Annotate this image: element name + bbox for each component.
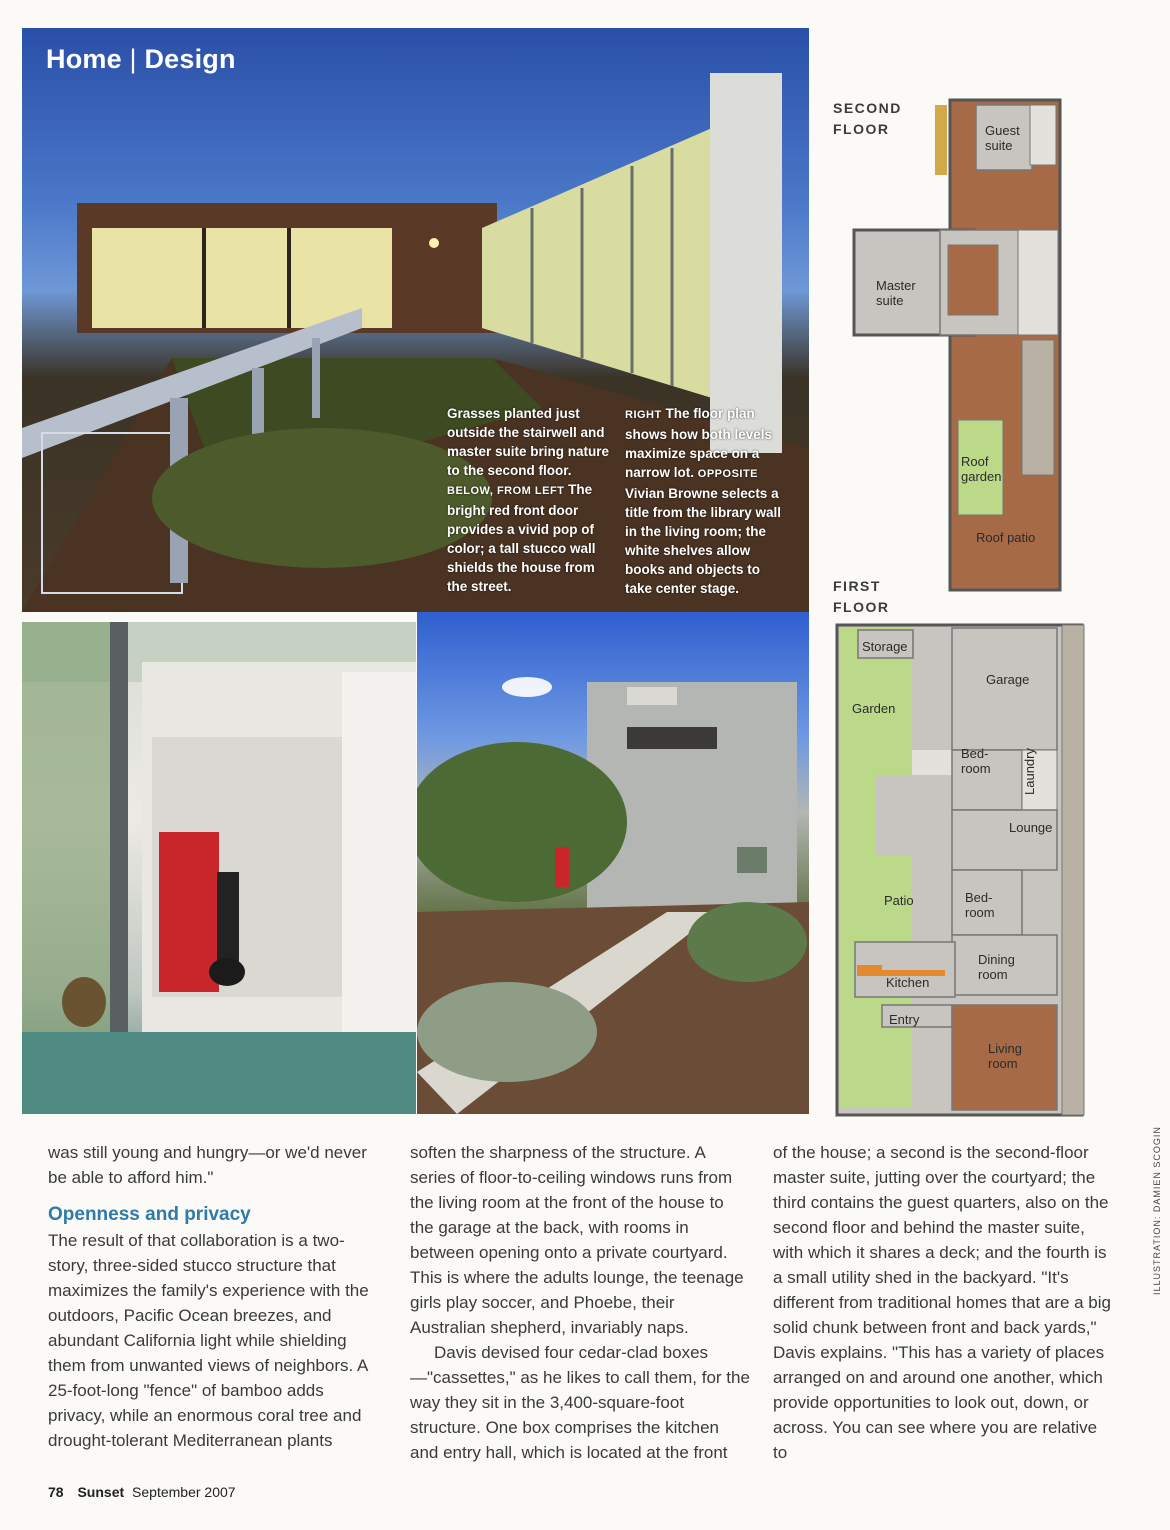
room-master-suite (876, 278, 916, 308)
second-floor-label-line1: SECOND (833, 100, 902, 116)
floor-plan-drawing (830, 95, 1090, 1120)
magazine-name: Sunset (77, 1484, 125, 1500)
room-living (988, 1041, 1022, 1071)
issue-date: September 2007 (132, 1484, 236, 1500)
entry-hall-photo (22, 622, 416, 1114)
room-garden: Garden (852, 701, 896, 716)
entry-hall-illustration (22, 622, 416, 1114)
room-storage: Storage (862, 639, 908, 654)
room-dining-line1: Dining (978, 952, 1015, 967)
street-facade-photo (417, 612, 809, 1114)
caption-right-text2: Vivian Browne selects a title from the library wall in the living room; the white shelves allow books and objects to take center stage. (625, 486, 782, 596)
room-dining-line2: room (978, 967, 1008, 982)
room-living-line2: room (988, 1056, 1018, 1071)
room-roof-patio: Roof patio (976, 530, 1036, 545)
room-living-line1: Living (988, 1041, 1022, 1056)
first-floor-plan (837, 625, 1084, 1115)
room-master-suite-line2: suite (876, 293, 904, 308)
illustration-credit: ILLUSTRATION: DAMIEN SCOGIN (1152, 1126, 1162, 1295)
room-bedroom-2-line2: room (965, 905, 995, 920)
room-master-suite-line1: Master (876, 278, 916, 293)
header-separator: | (129, 44, 137, 74)
column-1-paragraph-1: was still young and hungry—or we'd never be able to afford him." (48, 1143, 367, 1187)
page-footer (48, 1484, 236, 1500)
second-floor-plan (854, 100, 1060, 590)
room-kitchen: Kitchen (886, 975, 930, 990)
room-bedroom-2-line1: Bed- (965, 890, 993, 905)
caption-left-text1: Grasses planted just outside the stairwell and master suite bring nature to the second floor. (447, 406, 610, 478)
section-header (46, 44, 236, 75)
caption-right-lead2: OPPOSITE (697, 468, 759, 480)
room-dining (978, 952, 1015, 982)
caption-left (447, 404, 612, 596)
subhead-openness: Openness and privacy (48, 1204, 251, 1225)
first-floor-label-line1: FIRST (833, 578, 881, 594)
first-floor-label-line2: FLOOR (833, 599, 890, 615)
caption-right (625, 404, 790, 598)
room-bedroom-1-line1: Bed- (961, 746, 989, 761)
second-floor-label-line2: FLOOR (833, 121, 890, 137)
room-roof-garden-line2: garden (961, 469, 1002, 484)
room-laundry: Laundry (1022, 748, 1037, 795)
room-bedroom-1 (961, 746, 991, 776)
caption-left-lead: BELOW, FROM LEFT (447, 485, 565, 497)
header-subsection: Design (144, 44, 236, 74)
column-2-paragraph-1: soften the sharpness of the structure. A series of floor-to-ceiling windows runs from the living room at the front of the house to the garage at the back, with rooms in between opening onto a private courtyard. This is where the adults lounge, the teenage girls play soccer, and Phoebe, their Australian shepherd, invariably naps. (410, 1143, 744, 1337)
room-patio: Patio (884, 893, 914, 908)
header-section: Home (46, 44, 122, 74)
room-bedroom-2 (965, 890, 995, 920)
room-garage: Garage (986, 672, 1030, 687)
column-3-paragraph-1: of the house; a second is the second-floor master suite, jutting over the courtyard; the third contains the guest quarters, also on the second floor and behind the master suite, with which it shares a deck; and the fourth is a small utility shed in the backyard. "It's different from traditional homes that are a big solid chunk between front and back yards," Davis explains. "This has a variety of places arranged on and around one another, which provide opportunities to look out, down, or across. You can see where you are relative to (773, 1143, 1111, 1462)
room-entry: Entry (889, 1012, 920, 1027)
column-2-paragraph-2: Davis devised four cedar-clad boxes—"cassettes," as he likes to call them, for the way they sit in the 3,400-square-foot structure. One box comprises the kitchen and entry hall, which is located at the front (410, 1343, 750, 1462)
room-guest-suite-line1: Guest (985, 123, 1020, 138)
street-facade-illustration (417, 612, 809, 1114)
room-roof-garden (961, 454, 1001, 484)
room-lounge: Lounge (1009, 820, 1053, 835)
article-column-3 (773, 1140, 1111, 1465)
room-guest-suite (985, 123, 1020, 153)
room-guest-suite-line2: suite (985, 138, 1013, 153)
article-column-2 (410, 1140, 752, 1465)
room-roof-garden-line1: Roof (961, 454, 989, 469)
caption-right-lead1: RIGHT (625, 409, 662, 421)
caption-right-text1: The floor plan shows how both levels maximize space on a narrow lot. (625, 406, 773, 480)
page-number: 78 (48, 1484, 64, 1500)
article-column-1 (48, 1140, 378, 1453)
caption-left-text2: The bright red front door provides a vivid pop of color; a tall stucco wall shields the house from the street. (447, 482, 596, 594)
room-bedroom-1-line2: room (961, 761, 991, 776)
column-1-paragraph-2: The result of that collaboration is a two-story, three-sided stucco structure that maximizes the family's experience with the outdoors, Pacific Ocean breezes, and abundant California light while shielding them from unwanted views of neighbors. A 25-foot-long "fence" of bamboo adds privacy, while an enormous coral tree and drought-tolerant Mediterranean plants (48, 1231, 369, 1450)
